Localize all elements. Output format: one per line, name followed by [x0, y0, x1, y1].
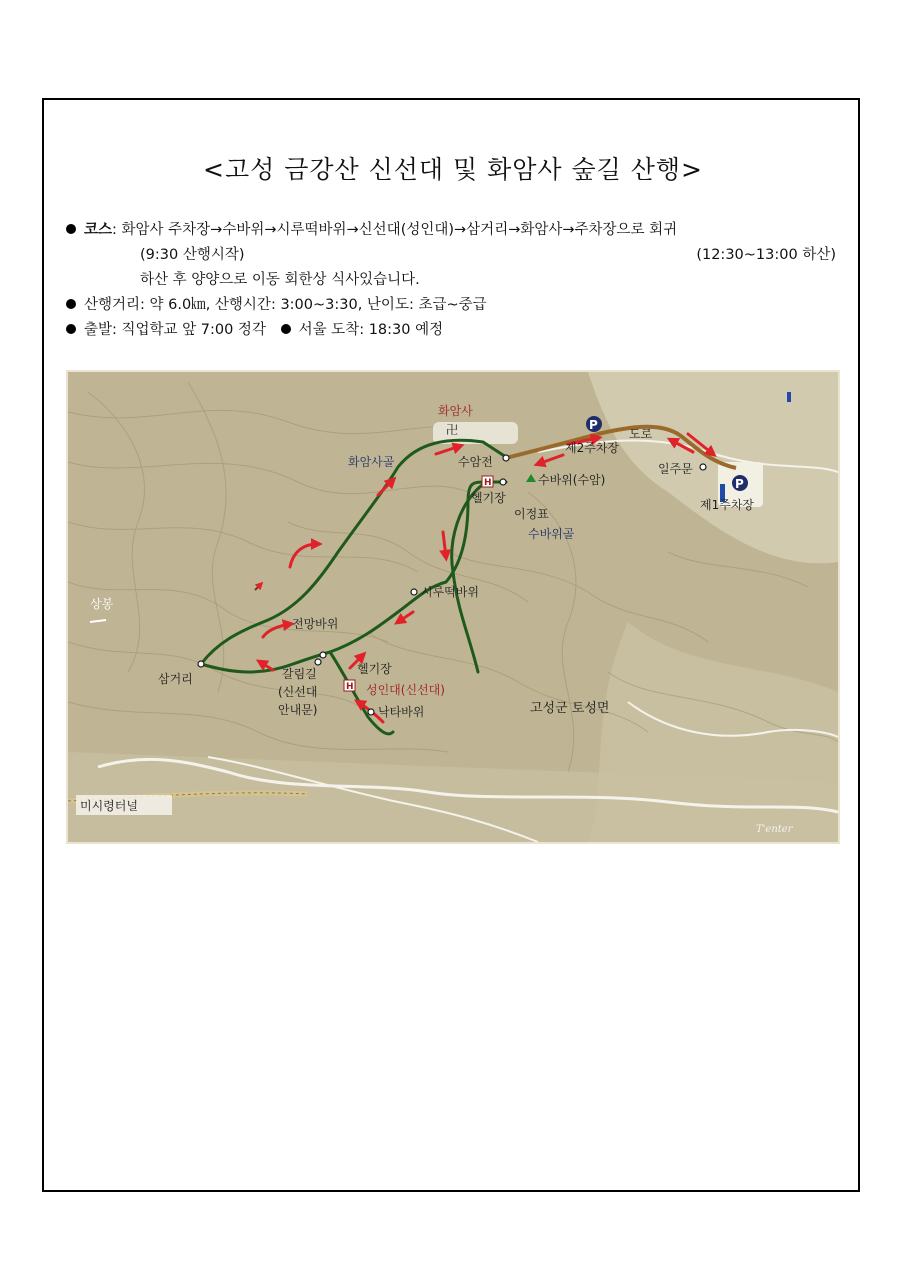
label-first-parking: 제1주차장 [700, 498, 755, 512]
start-time: (9:30 산행시작) [140, 247, 245, 263]
departure-text: 출발: 직업학교 앞 7:00 정각 [84, 322, 266, 338]
bullet-icon [281, 324, 291, 334]
label-nakta: 낙타바위 [378, 705, 425, 719]
label-samgeori: 삼거리 [158, 672, 193, 686]
label-second-parking: 제2주차장 [565, 441, 620, 455]
label-hwaamsa: 화암사 [438, 404, 473, 418]
svg-text:P: P [589, 418, 598, 432]
svg-text:P: P [735, 477, 744, 491]
trail-map-svg [68, 372, 838, 842]
stats-text: 산행거리: 약 6.0㎞, 산행시간: 3:00~3:30, 난이도: 초급~중급 [84, 297, 487, 313]
label-iljumun: 일주문 [658, 462, 693, 476]
bullet-icon [66, 224, 76, 234]
label-suamjeon: 수암전 [458, 455, 493, 469]
svg-text:H: H [484, 478, 492, 488]
bullet-icon [66, 299, 76, 309]
course-line: 코스: 화암사 주차장→수바위→시루떡바위→신선대(성인대)→삼거리→화암사→주차장으로 회귀 [66, 218, 836, 243]
label-sangbong: 상봉 [90, 597, 114, 611]
label-goseong: 고성군 토성면 [530, 701, 610, 716]
label-heliport-1: 헬기장 [471, 491, 506, 505]
label-misiryeong: 미시령터널 [80, 799, 138, 813]
course-label: 코스 [84, 222, 113, 238]
svg-text:H: H [346, 682, 354, 692]
label-road: 도로 [629, 427, 653, 441]
label-jeonmang: 전망바위 [292, 617, 339, 631]
watermark: T'enter [756, 824, 793, 835]
label-galrimgil: 갈림길 [282, 667, 317, 681]
arrival-text: 서울 도착: 18:30 예정 [298, 322, 444, 338]
label-galrimgil-sub1: (신선대 [278, 685, 318, 699]
label-heliport-2: 헬기장 [357, 662, 392, 676]
label-hwaamsa-gol: 화암사골 [348, 455, 395, 469]
label-milestone: 이정표 [514, 507, 549, 521]
label-galrimgil-sub2: 안내문) [278, 703, 318, 717]
label-seonindae: 성인대(신선대) [366, 683, 445, 697]
stats-line [66, 293, 836, 318]
temple-icon: 卍 [446, 423, 459, 437]
document-frame [42, 98, 860, 1192]
end-time: (12:30~13:00 하산) [696, 247, 836, 263]
trail-map [66, 370, 840, 844]
trip-info [66, 218, 836, 343]
schedule-line [66, 318, 836, 343]
time-line [66, 243, 836, 268]
page-title: <고성 금강산 신선대 및 화암사 숲길 산행> [203, 155, 703, 184]
bullet-icon [66, 324, 76, 334]
label-sirutteok: 시루떡바위 [421, 585, 479, 599]
label-subawi: 수바위(수암) [538, 473, 606, 487]
course-text: 화암사 주차장→수바위→시루떡바위→신선대(성인대)→삼거리→화암사→주차장으로 회귀 [121, 222, 678, 238]
label-subawi-gol: 수바위골 [528, 527, 575, 541]
after-note: 하산 후 양양으로 이동 회한상 식사있습니다. [140, 272, 420, 288]
